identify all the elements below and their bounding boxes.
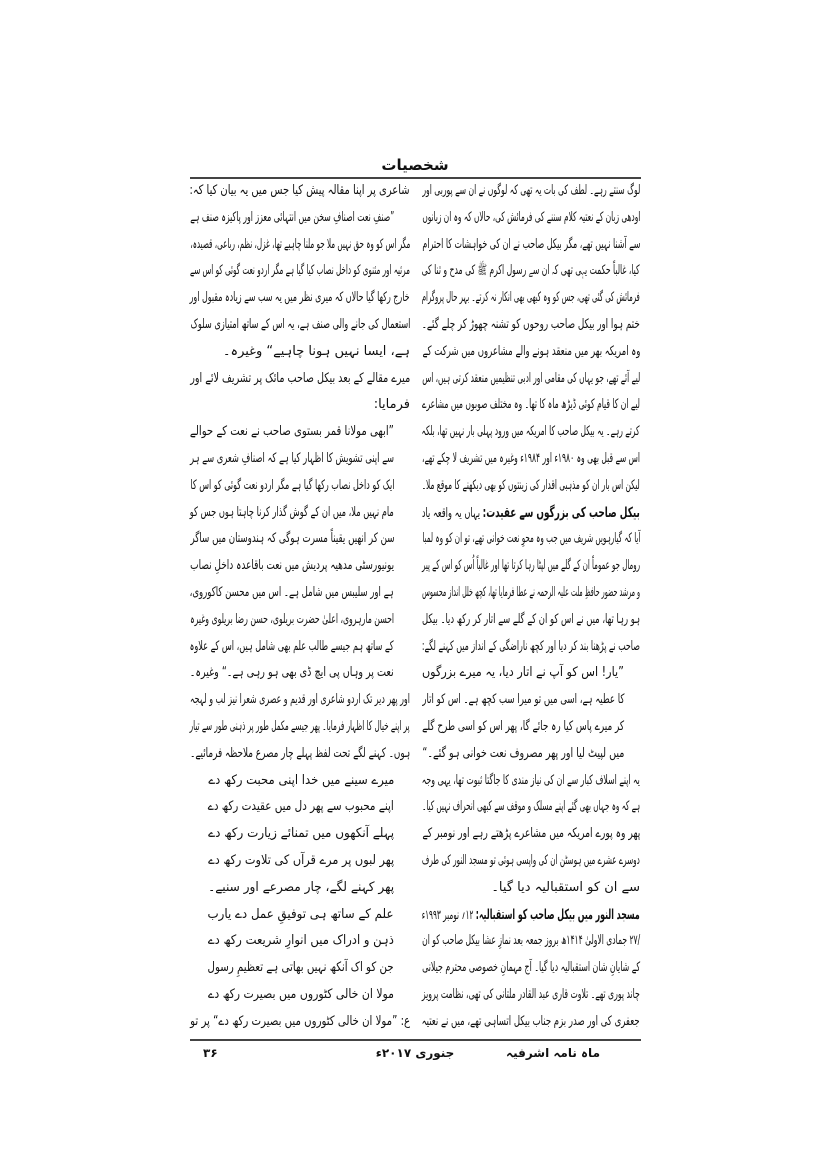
quote-line [422,660,640,687]
quote-line [190,660,410,687]
line-text: اور پھر دیر تک اردو شاعری اور قدیم و عصری شعرا نیز لب و لہجہ [190,692,410,708]
heading-continuation: یہاں یہ واقعہ یاد [422,505,481,521]
poem-verse-line [190,902,410,929]
text-line [422,258,640,285]
text-line [190,366,410,393]
line-text: ایک کو داخل نصاب رکھا گیا ہے مگر اردو نعت گوئی کو اس کا [190,477,394,493]
line-text: مولا ان خالی کٹوروں میں بصیرت رکھ دے [208,986,394,1002]
line-text: ع: ”مولا ان خالی کٹوروں میں بصیرت رکھ دے“ پر تو [190,1013,410,1029]
text-line [422,205,640,232]
subheading: بیکل صاحب کی بزرگوں سے عقیدت: [482,504,640,521]
quote-line [190,419,410,446]
text-line [422,607,640,634]
text-line [190,285,410,312]
quote-line [190,205,410,232]
line-text: یونیورسٹی مدھیہ پردیش میں نعت باقاعدہ داخلِ نصاب [190,558,394,574]
line-text: سے اپنی تشویش کا اظہار کیا ہے کہ اصنافِ شعری سے ہر [190,450,394,466]
line-text: جن کو اک آنکھ نہیں بھاتی ہے تعظیمِ رسول [208,960,394,976]
line-text: ”صنفِ نعت اصنافِ سخن میں انتہائی معزز اور پاکیزہ صنف ہے [190,209,394,225]
line-text: پھر لبوں پر مرے قرآں کی تلاوت رکھ دے [208,852,394,868]
quote-line [190,473,410,500]
line-text: ”یار! اس کو آپ نے اتار دیا، یہ میرے بزرگوں [422,665,624,681]
text-line [190,687,410,714]
line-text: یہ اپنے اسلاف کبار سے ان کی نیاز مندی کا جاگتا ثبوت تھا، یہی وجہ [422,772,640,788]
text-line [422,821,640,848]
text-line [422,768,640,795]
line-text: وہ امریکہ بھر میں منعقد ہونے والے مشاعروں میں شرکت کے [422,343,640,359]
text-line [422,1009,640,1036]
text-line [190,339,410,366]
text-line [422,366,640,393]
line-text: لیے ان کا قیام کوئی ڈیڑھ ماہ کا تھا۔ وہ مختلف صوبوں میں مشاعرے [422,397,640,413]
line-text: ”ابھی مولانا قمر بستوی صاحب نے نعت کے حوالے [190,424,394,440]
line-text: جعفری کی اور صدر بزم جناب بیکل اتساہی تھے، میں نے نعتیہ [422,1013,640,1029]
line-text: علم کے ساتھ ہی توفیقِ عمل دے یارب [208,906,394,922]
text-line [190,258,410,285]
line-text: ہوں۔ کہنے لگے تحت لفظ پہلے چار مصرع ملاحظہ فرمائیے۔ [189,745,410,761]
quote-line [422,687,640,714]
line-text: سے ان کو استقبالیہ دیا گیا۔ [491,879,640,895]
heading-continuation: ۱۲؍ نومبر ۱۹۹۳ء [422,907,474,923]
section-heading-line [422,500,640,527]
line-text: خارج رکھا گیا حالاں کہ میری نظر میں یہ سب سے زیادہ مقبول اور [189,290,410,306]
line-text: مگر اس کو وہ حق نہیں ملا جو ملنا چاہیے تھا، غزل، نظم، رباعی، قصیدہ، [190,236,410,252]
text-line [422,553,640,580]
line-text: آیا کہ گیارہویں شریف میں جب وہ محوِ نعت خوانی تھے، تو ان کو وہ لمبا [422,531,640,547]
poem-verse-line [190,928,410,955]
line-text: کیا، غالباً حکمت یہی تھی کہ ان سے رسول اکرم ﷺ کی مدح و ثنا کی [422,263,640,279]
quote-line [422,741,640,768]
right-column [422,178,640,1036]
quote-line [422,714,640,741]
text-line [422,580,640,607]
text-line [190,312,410,339]
text-line [422,634,640,661]
line-text: کے شایانِ شان استقبالیہ دیا گیا۔ آج مہمانِ خصوصی محترم جیلانی [422,960,640,976]
text-line [422,955,640,982]
poem-verse-line [190,821,410,848]
text-line [422,982,640,1009]
line-text: پر اپنے خیال کا اظہار فرمایا۔ پھر جیسے مکمل طور پر ذہنی طور سے تیار [190,718,410,734]
line-text: استعمال کی جانے والی صنف ہے، یہ اس کے ساتھ امتیازی سلوک [190,316,410,332]
line-text: /۲۷ جمادی الاولیٰ ۱۴۱۴ھ بروز جمعہ بعد نمازِ عشا بیکل صاحب کو ان [422,933,640,949]
text-line [422,473,640,500]
quote-line [190,446,410,473]
line-text: پہلے آنکھوں میں تمنائے زیارت رکھ دے [208,826,394,842]
page-number: ۳۶ [203,1046,218,1060]
line-text: مرثیہ اور مثنوی کو داخل نصاب کیا گیا ہے مگر اردو نعت گوئی کو اس سے [190,263,410,279]
text-line [422,419,640,446]
line-text: شاعری پر اپنا مقالہ پیش کیا جس میں یہ بیان کیا کہ: [190,183,410,198]
text-line [422,446,640,473]
section-heading-line [422,902,640,929]
poem-verse-line [190,794,410,821]
subheading: مسجد النور میں بیکل صاحب کو استقبالیہ: [476,906,640,923]
quote-line [190,634,410,661]
line-text: پھر کہنے لگے، چار مصرعے اور سنیے۔ [208,879,394,895]
line-text: احسن مارہروی، اعلیٰ حضرت بریلوی، حسن رضا بریلوی وغیرہ [190,611,394,627]
line-text: سن کر انھیں یقیناً مسرت ہوگی کہ ہندوستان میں ساگر [190,531,394,547]
line-text: میں لپیٹ لیا اور پھر مصروف نعت خوانی ہو گئے۔“ [422,745,624,761]
line-text: نعت پر وہاں پی ایچ ڈی بھی ہو رہی ہے۔“ وغیرہ۔ [190,665,394,681]
line-text: دوسرے عشرے میں ہوسٹن ان کی واپسی ہوئی تو مسجد النور کی طرف [422,852,640,868]
line-text: اس سے قبل بھی وہ ۱۹۸۰ء اور ۱۹۸۴ء وغیرہ میں تشریف لا چکے تھے، [422,450,640,466]
section-title: شخصیات [381,156,449,174]
text-line [422,526,640,553]
text-line [422,928,640,955]
quote-line [190,553,410,580]
left-column [190,178,410,1036]
footer-rule [190,1039,641,1041]
line-text: میرے مقالے کے بعد بیکل صاحب مائک پر تشریف لائے اور [190,370,410,386]
line-text: ہو رہا تھا، میں نے اس کو ان کے گلے سے اتار کر رکھ دیا۔ بیکل [422,611,640,627]
line-text: لیکن اس بار ان کو مذہبی اقدار کی زینتوں کو بھی دیکھنے کا موقع ملا۔ [422,477,640,493]
line-text: کا عطیہ ہے، اسی میں تو میرا سب کچھ ہے۔ اس کو اتار [422,692,624,708]
text-line [422,392,640,419]
line-text: اودھی زبان کے نعتیہ کلام سننے کی فرمائش کی، حالاں کہ وہ ان زبانوں [422,209,640,225]
text-line [422,232,640,259]
poem-verse-line [190,848,410,875]
line-text: ہے اور سلیبس میں شامل ہے۔ اس میں محسن کاکوروی، [189,584,394,600]
line-text: کے ساتھ ہم جیسے طالب علم بھی شامل ہیں، اس کے علاوہ [190,638,394,654]
text-line [422,875,640,902]
line-text: کر میرے پاس کیا رہ جائے گا، پھر اس کو اسی طرح گلے [422,718,624,734]
line-text: چاند پوری تھے۔ تلاوت قاری عبد القادر ملتانی کی تھی، نظامت پرویز [422,986,640,1002]
text-line [190,178,410,205]
poem-verse-line [190,875,410,902]
quote-line [190,580,410,607]
magazine-name: ماہ نامہ اشرفیہ [506,1046,600,1060]
poem-verse-line [190,768,410,795]
line-text: لیے آئے تھے، جو یہاں کی مقامی اور ادبی تنظیمیں منعقد کرتی ہیں، اس [422,370,640,386]
text-line [190,232,410,259]
issue-date: جنوری ۲۰۱۷ء [375,1046,455,1060]
text-line [422,178,640,205]
line-text: سے آشنا نہیں تھے، مگر بیکل صاحب نے ان کی خواہشات کا احترام [422,236,640,252]
quote-line [190,607,410,634]
line-text: لوگ سنتے رہے۔ لطف کی بات یہ تھی کہ لوگوں نے ان سے پوربی اور [422,183,640,198]
line-text: و مرشد حضور حافظِ ملت علیہ الرحمہ نے عطا فرمایا تھا، کچھ خلل انداز محسوس [422,584,640,600]
text-line [422,794,640,821]
text-line [190,392,410,419]
line-text: مام نہیں ملا، میں ان کے گوش گذار کرنا چاہتا ہوں جس کو [190,504,394,520]
line-text: میرے سینے میں خدا اپنی محبت رکھ دے [208,772,394,788]
poem-verse-line [190,955,410,982]
text-line [190,1009,410,1036]
heading-text [422,902,640,930]
poem-verse-line [190,982,410,1009]
text-line [190,714,410,741]
text-line [422,848,640,875]
text-line [190,741,410,768]
text-line [422,285,640,312]
line-text: فرمایا: [373,397,410,413]
heading-text [422,500,640,528]
line-text: ہے، ایسا نہیں ہونا چاہیے“ وغیرہ۔ [222,343,410,359]
line-text: فرمائش کی گئی تھی، جس کو وہ کبھی بھی انکار نہ کرتے۔ بہر حال پروگرام [422,290,640,306]
text-line [422,312,640,339]
line-text: پھر وہ پورے امریکہ میں مشاعرے پڑھتے رہے اور نومبر کے [422,826,640,842]
line-text: ختم ہوا اور بیکل صاحب روحوں کو تشنہ چھوڑ کر چلے گئے۔ [422,316,640,332]
quote-line [190,500,410,527]
line-text: رومال جو عموماً ان کے گلے میں لپٹا رہا کرتا تھا اور غالباً اُس کو اس کے پیر [422,558,640,574]
quote-line [190,526,410,553]
line-text: ہے کہ وہ جہاں بھی گئے اپنے مسلک و موقف سے کبھی انحراف نہیں کیا۔ [422,799,640,815]
line-text: صاحب نے پڑھنا بند کر دیا اور کچھ ناراضگی کے انداز میں کہنے لگے: [422,638,640,654]
line-text: ذہن و ادراک میں انوارِ شریعت رکھ دے [208,933,394,949]
line-text: اپنے محبوب سے پھر دل میں عقیدت رکھ دے [208,799,394,815]
line-text: کرتے رہے۔ یہ بیکل صاحب کا امریکہ میں ورود پہلی بار نہیں تھا، بلکہ [422,424,640,440]
text-line [422,339,640,366]
